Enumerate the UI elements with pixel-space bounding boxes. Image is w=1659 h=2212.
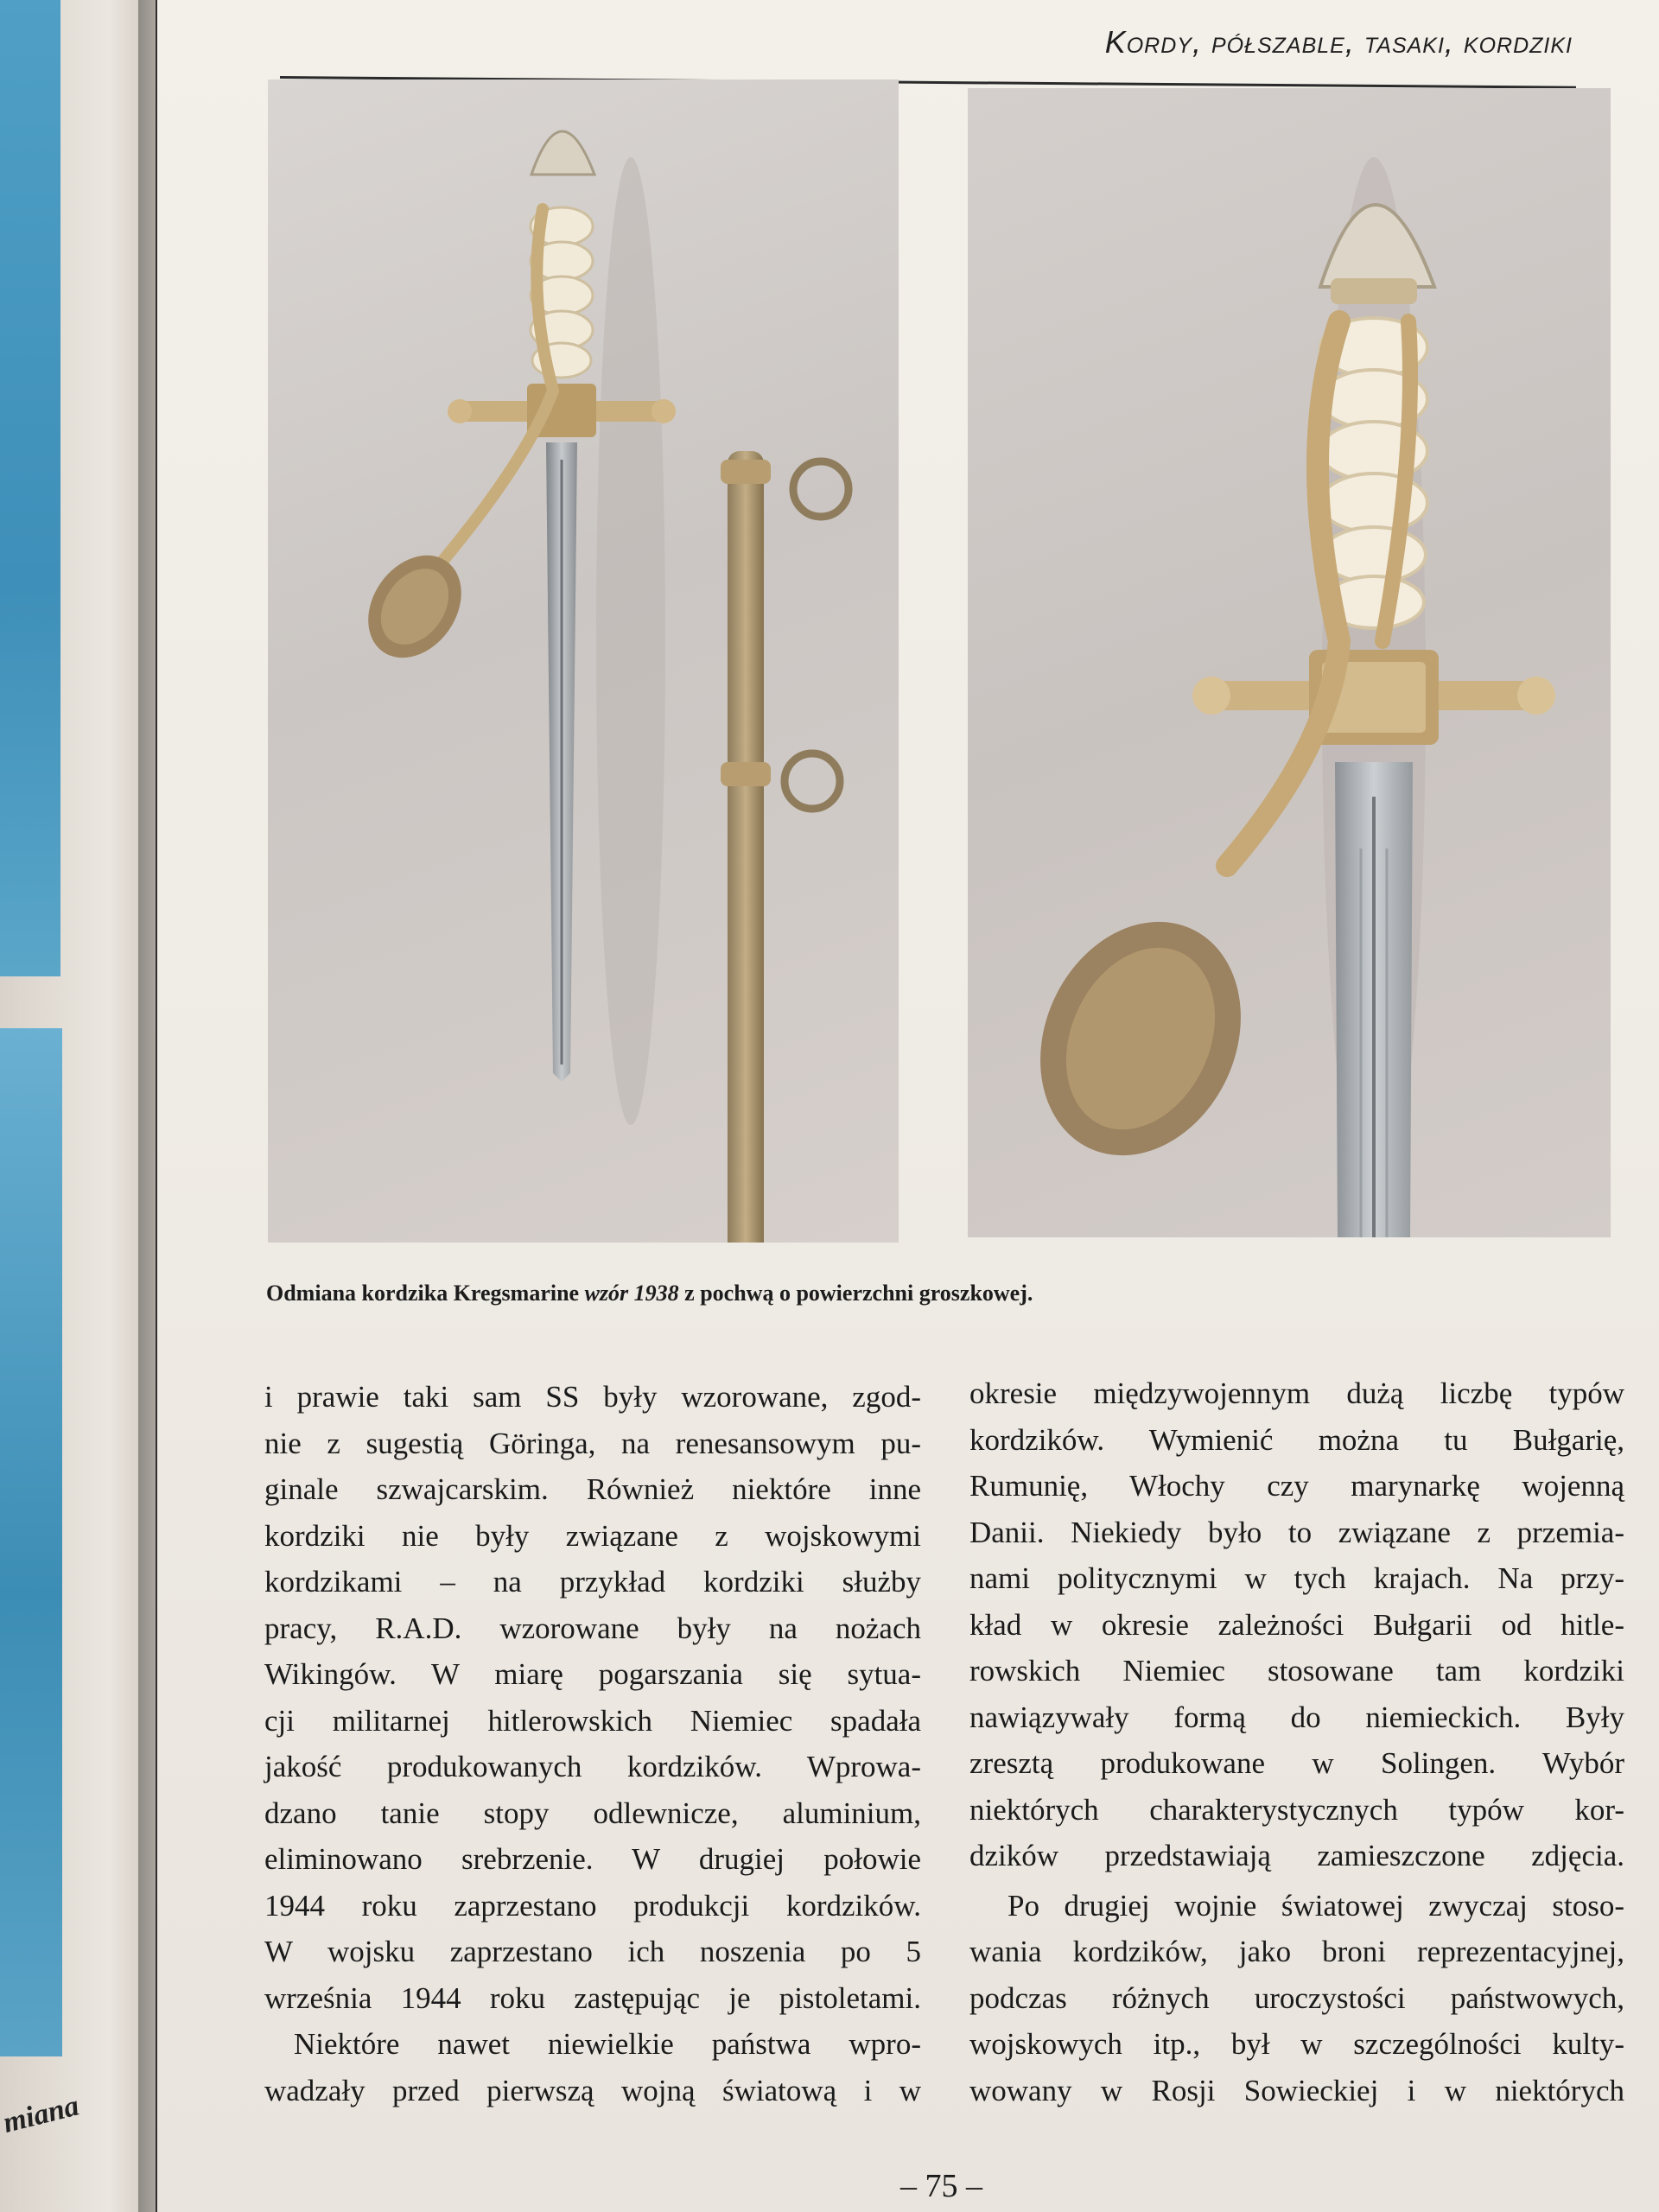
photo-dirk-hilt-closeup <box>968 88 1611 1237</box>
paragraph-right-2 <box>969 1883 1624 1929</box>
text-line: cji militarnej hitlerowskich Niemiec spadała <box>264 1703 921 1738</box>
text-line: września 1944 roku zastępując je pistoletami. <box>264 1980 921 2015</box>
text-line: Wikingów. W miarę pogarszania się sytua- <box>264 1657 921 1691</box>
text-line: podczas różnych uroczystości państwowych, <box>969 1980 1624 2015</box>
previous-page-edge <box>0 0 156 2212</box>
text-line: Po drugiej wojnie światowej zwyczaj stoso- <box>1007 1888 1624 1923</box>
dirk-hilt-closeup-illustration <box>968 88 1611 1237</box>
photo-dirk-with-scabbard <box>268 79 899 1243</box>
paragraph-left-2-cont <box>264 2068 921 2114</box>
text-line: zresztą produkowane w Solingen. Wybór <box>969 1746 1624 1780</box>
running-head: Kordy, półszable, tasaki, kordziki <box>1104 24 1573 60</box>
caption-part-1: Odmiana kordzika Kregsmarine <box>266 1281 585 1306</box>
caption-italic: wzór 1938 <box>584 1281 679 1306</box>
text-line: 1944 roku zaprzestano produkcji kordzików. <box>264 1888 921 1923</box>
text-line: dzików przedstawiają zamieszczone zdjęcia. <box>969 1839 1624 1872</box>
figure-caption <box>266 1281 1033 1306</box>
text-line: eliminowano srebrzenie. W drugiej połowie <box>264 1842 921 1876</box>
text-column-right <box>969 1370 1624 2113</box>
text-line: kordziki nie były związane z wojskowymi <box>264 1518 921 1553</box>
text-line: Danii. Niekiedy było to związane z przemia- <box>969 1515 1624 1549</box>
page-number: – 75 – <box>900 2168 982 2204</box>
scabbard <box>728 451 764 1243</box>
previous-page-photo-bottom <box>0 1028 62 2056</box>
text-line: wowany w Rosji Sowieckiej i w niektórych <box>969 2073 1624 2107</box>
text-line: wadzały przed pierwszą wojną światową i w <box>264 2073 921 2107</box>
text-line: pracy, R.A.D. wzorowane były na nożach <box>264 1611 921 1645</box>
caption-part-2: z pochwą o powierzchni groszkowej. <box>678 1281 1033 1306</box>
text-line: ginale szwajcarskim. Również niektóre inne <box>264 1472 921 1506</box>
previous-page-caption-fragment: miana <box>0 2089 83 2139</box>
text-line: rowskich Niemiec stosowane tam kordziki <box>969 1654 1624 1688</box>
book-page <box>157 0 1659 2212</box>
paragraph-left-2 <box>264 2021 921 2068</box>
paragraph-left-1 <box>264 1374 921 2021</box>
text-line: i prawie taki sam SS były wzorowane, zgod- <box>264 1380 921 1414</box>
dirk-with-scabbard-illustration <box>268 79 899 1243</box>
text-line: nami politycznymi w tych krajach. Na przy- <box>969 1561 1624 1595</box>
text-line: wojskowych itp., był w szczególności kulty- <box>969 2027 1624 2061</box>
paragraph-right-2-cont <box>969 1929 1624 2113</box>
text-line: Niektóre nawet niewielkie państwa wpro- <box>294 2027 921 2061</box>
text-line: nie z sugestią Göringa, na renesansowym pu- <box>264 1426 921 1460</box>
text-line: jakość produkowanych kordzików. Wprowa- <box>264 1750 921 1783</box>
text-line: kordzikami – na przykład kordziki służby <box>264 1565 921 1599</box>
text-line: kład w okresie zależności Bułgarii od hitle- <box>969 1607 1624 1642</box>
text-line: kordzików. Wymienić można tu Bułgarię, <box>969 1422 1624 1457</box>
text-line: okresie międzywojennym dużą liczbę typów <box>969 1376 1624 1410</box>
text-line: Rumunię, Włochy czy marynarkę wojenną <box>969 1469 1624 1503</box>
text-line: dzano tanie stopy odlewnicze, aluminium, <box>264 1796 921 1830</box>
previous-page-photo-top <box>0 0 60 976</box>
paragraph-right-1 <box>969 1370 1624 1879</box>
text-line: W wojsku zaprzestano ich noszenia po 5 <box>264 1935 921 1968</box>
text-line: niektórych charakterystycznych typów kor- <box>969 1792 1624 1827</box>
text-line: wania kordzików, jako broni reprezentacyjnej, <box>969 1935 1624 1968</box>
text-line: nawiązywały formą do niemieckich. Były <box>969 1700 1624 1734</box>
text-column-left <box>264 1374 921 2113</box>
